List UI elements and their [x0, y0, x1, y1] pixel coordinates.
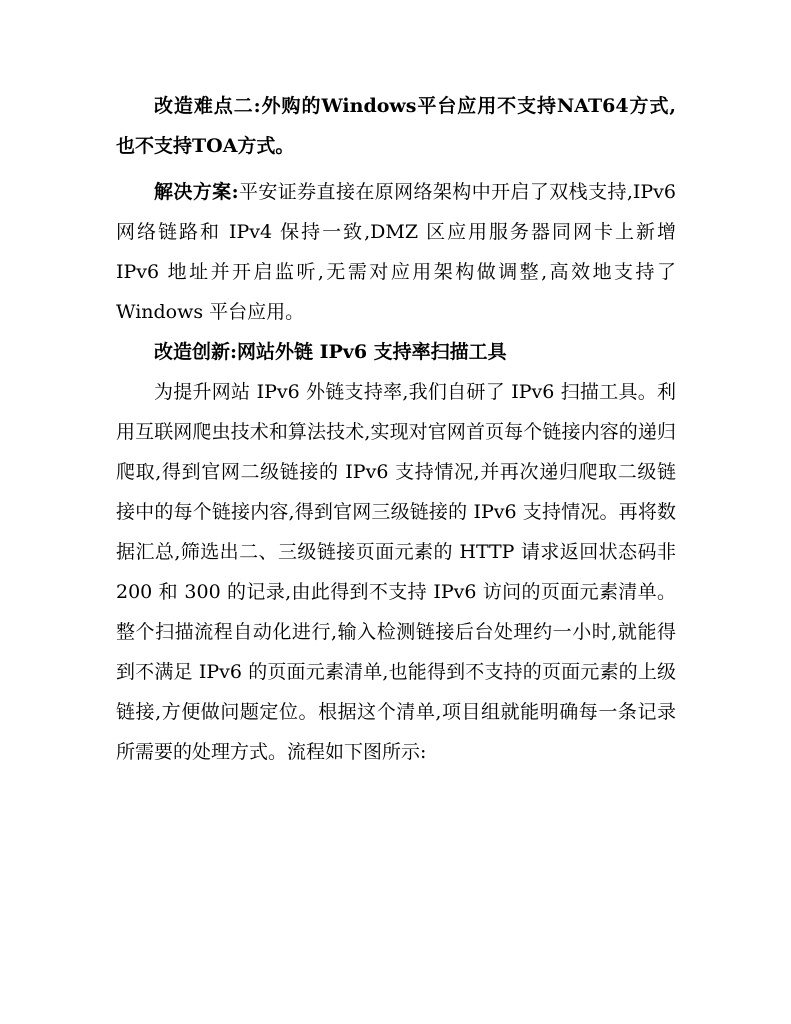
solution-text: 平安证券直接在原网络架构中开启了双栈支持,IPv6 网络链路和 IPv4 保持一致,DMZ 区应用服务器同网卡上新增 IPv6 地址并开启监听,无需对应用架构做调整,高效地支持了 Windows 平台应用。 [116, 181, 677, 323]
difficulty-paragraph: 改造难点二:外购的Windows平台应用不支持NAT64方式,也不支持TOA方式。 [116, 95, 676, 157]
innovation-heading: 改造创新:网站外链 IPv6 支持率扫描工具 [154, 341, 507, 363]
innovation-paragraph: 为提升网站 IPv6 外链支持率,我们自研了 IPv6 扫描工具。利用互联网爬虫技术和算法技术,实现对官网首页每个链接内容的递归爬取,得到官网二级链接的 IPv6 支持情况,并再次递归爬取二级链接中的每个链接内容,得到官网三级链接的 IPv6 支持情况。再将数据汇总,筛选出二、三级链接页面元素的 HTTP 请求返回状态码非 200 和 300 的记录,由此得到不支持 IPv6 访问的页面元素清单。整个扫描流程自动化进行,输入检测链接后台处理约一小时,就能得到不满足 IPv6 的页面元素清单,也能得到不支持的页面元素的上级链接,方便做问题定位。根据这个清单,项目组就能明确每一条记录所需要的处理方式。流程如下图所示: [116, 381, 676, 763]
solution-label: 解决方案: [154, 181, 239, 203]
solution-paragraph [116, 172, 676, 332]
